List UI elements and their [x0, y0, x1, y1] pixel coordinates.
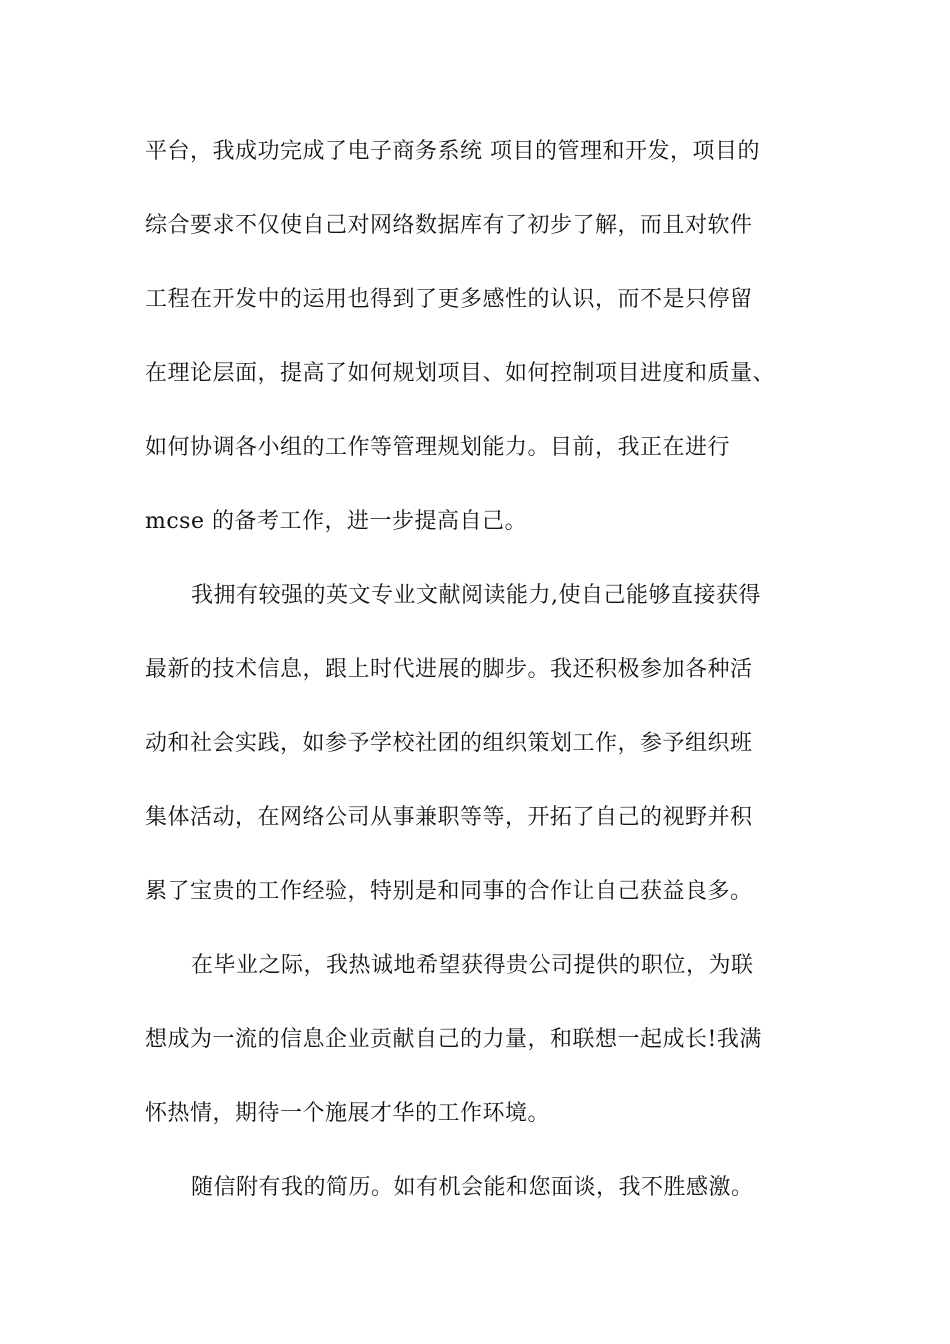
text-line: 累了宝贵的工作经验，特别是和同事的合作让自己获益良多。 [145, 879, 753, 904]
text-line: 怀热情，期待一个施展才华的工作环境。 [145, 1101, 551, 1126]
text-line: 平台，我成功完成了电子商务系统 项目的管理和开发，项目的 [145, 139, 760, 164]
body-text [145, 128, 845, 1238]
text-line: 如何协调各小组的工作等管理规划能力。目前，我正在进行 [145, 435, 731, 460]
text-line: 综合要求不仅使自己对网络数据库有了初步了解，而且对软件 [145, 213, 753, 238]
paragraph-start-line: 我拥有较强的英文专业文献阅读能力,使自己能够直接获得 [191, 583, 761, 608]
text-line: mcse 的备考工作，进一步提高自己。 [145, 509, 527, 534]
text-line: 最新的技术信息，跟上时代进展的脚步。我还积极参加各种活 [145, 657, 753, 682]
text-line: 工程在开发中的运用也得到了更多感性的认识，而不是只停留 [145, 287, 753, 312]
text-line: 想成为一流的信息企业贡献自己的力量，和联想一起成长!我满 [145, 1027, 762, 1052]
paragraph-start-line: 随信附有我的简历。如有机会能和您面谈，我不胜感激。 [191, 1175, 754, 1200]
text-line: 在理论层面，提高了如何规划项目、如何控制项目进度和质量、 [145, 361, 776, 386]
text-line: 动和社会实践，如参予学校社团的组织策划工作，参予组织班 [145, 731, 753, 756]
text-line: 集体活动，在网络公司从事兼职等等，开拓了自己的视野并积 [145, 805, 753, 830]
paragraph-start-line: 在毕业之际，我热诚地希望获得贵公司提供的职位，为联 [191, 953, 754, 978]
